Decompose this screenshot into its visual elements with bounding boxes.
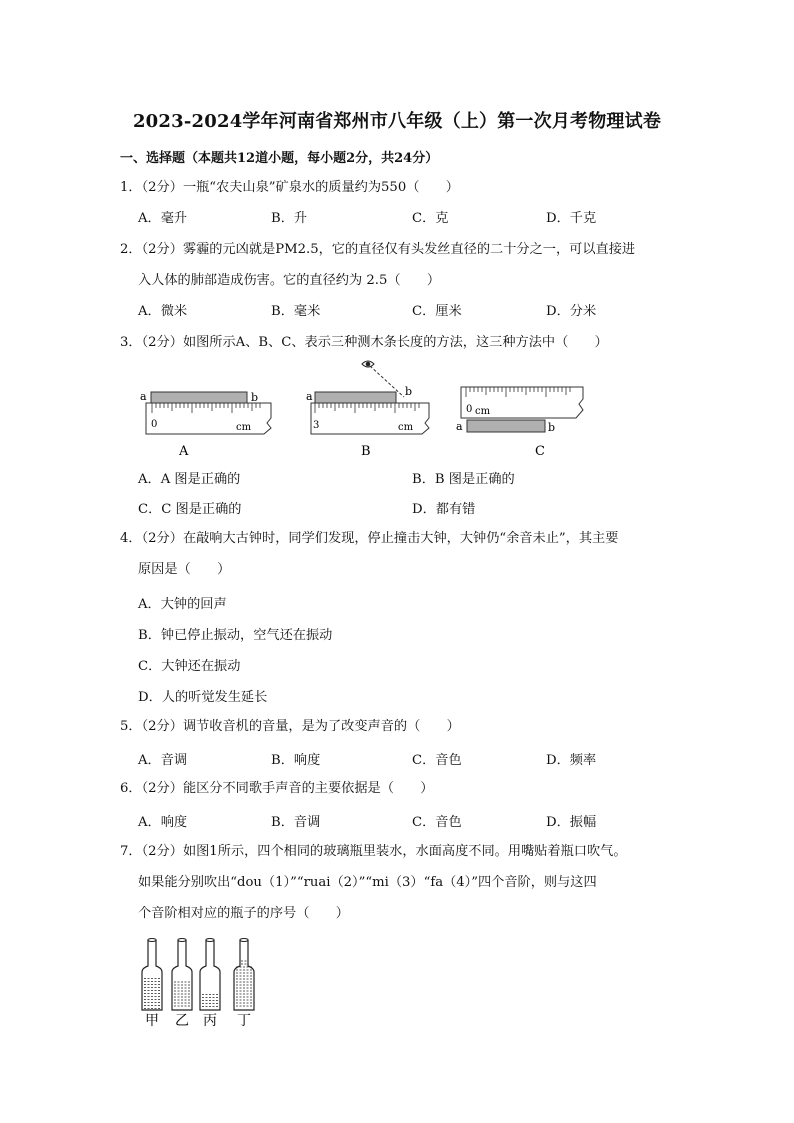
question-text-line2: 入人体的肺部造成伤害。它的直径约为 2.5（ ）	[138, 273, 441, 288]
exam-title: 2023-2024学年河南省郑州市八年级（上）第一次月考物理试卷	[132, 111, 662, 132]
option-d[interactable]: D．千克	[546, 211, 597, 226]
ruler-a	[140, 390, 271, 459]
zero-mark: 0	[151, 419, 158, 430]
question-text: 能区分不同歌手声音的主要依据是（ ）	[182, 781, 434, 796]
question-number: 5．	[120, 719, 142, 734]
wood-strip-a	[151, 392, 247, 403]
question-text: 如图所示A、B、C、表示三种测木条长度的方法，这三种方法中（ ）	[182, 335, 608, 350]
bottle	[200, 939, 220, 1030]
label-b: b	[548, 421, 556, 434]
unit-label: cm	[475, 406, 491, 417]
wood-strip-c	[467, 420, 545, 432]
question-text: 一瓶“农夫山泉”矿泉水的质量约为550（ ）	[182, 180, 459, 195]
ruler-c	[456, 387, 583, 459]
section-heading: 一、选择题（本题共12道小题，每小题2分，共24分）	[120, 151, 439, 166]
question-text-line3: 个音阶相对应的瓶子的序号（ ）	[138, 906, 349, 921]
question-number: 2．	[120, 242, 142, 257]
unit-label: cm	[236, 422, 252, 433]
question-5	[120, 711, 680, 742]
label-b: b	[251, 391, 259, 404]
question-number: 1．	[120, 180, 142, 195]
label-b: b	[405, 385, 413, 398]
option-d[interactable]: D．人的听觉发生延长	[138, 690, 268, 705]
question-number: 7．	[120, 844, 142, 859]
bottle-figure	[130, 930, 270, 1030]
option-b[interactable]: B．钟已停止振动，空气还在振动	[138, 628, 333, 643]
question-score: （2分）	[141, 180, 183, 195]
bottle	[234, 939, 254, 1030]
question-score: （2分）	[141, 242, 183, 257]
option-a[interactable]: A．音调	[138, 753, 188, 768]
option-b[interactable]: B．毫米	[271, 304, 321, 319]
caption-c: C	[535, 444, 545, 459]
question-number: 4．	[120, 531, 142, 546]
option-a[interactable]: A．大钟的回声	[138, 597, 227, 612]
option-c[interactable]: C．克	[412, 211, 449, 226]
option-b[interactable]: B．响度	[271, 753, 321, 768]
option-b[interactable]: B．B 图是正确的	[412, 472, 515, 487]
caption-a: A	[179, 444, 189, 459]
question-score: （2分）	[141, 531, 183, 546]
caption-b: B	[361, 444, 371, 459]
question-score: （2分）	[141, 844, 183, 859]
question-text: 调节收音机的音量，是为了改变声音的（ ）	[182, 719, 460, 734]
option-d[interactable]: D．振幅	[546, 815, 597, 830]
question-text-line1: 在敲响大古钟时，同学们发现，停止撞击大钟，大钟仍“余音未止”，其主要	[182, 531, 619, 546]
question-4	[120, 523, 680, 585]
question-6	[120, 773, 680, 804]
option-b[interactable]: B．升	[271, 211, 308, 226]
question-score: （2分）	[141, 781, 183, 796]
bottle-label: 乙	[175, 1013, 189, 1029]
option-b[interactable]: B．音调	[271, 815, 321, 830]
zero-mark: 3	[313, 420, 320, 431]
bottle-label: 甲	[145, 1013, 159, 1029]
label-a: a	[140, 390, 147, 403]
option-d[interactable]: D．都有错	[412, 502, 476, 517]
option-a[interactable]: A．响度	[138, 815, 188, 830]
question-number: 6．	[120, 781, 142, 796]
ruler-figure	[0, 0, 794, 470]
option-a[interactable]: A．微米	[138, 304, 188, 319]
bottle	[172, 939, 192, 1030]
option-c[interactable]: C．C 图是正确的	[138, 502, 242, 517]
bottle-label: 丙	[203, 1013, 217, 1029]
options-q6	[138, 811, 678, 831]
ruler-b	[306, 361, 429, 459]
unit-label: cm	[398, 422, 414, 433]
option-d[interactable]: D．分米	[546, 304, 597, 319]
zero-mark: 0	[466, 404, 473, 415]
wood-strip-b	[315, 392, 396, 403]
option-c[interactable]: C．音色	[412, 753, 462, 768]
option-c[interactable]: C．厘米	[412, 304, 462, 319]
options-q5	[138, 749, 678, 769]
option-c[interactable]: C．大钟还在振动	[138, 659, 241, 674]
option-a[interactable]: A．A 图是正确的	[138, 472, 241, 487]
label-a: a	[306, 390, 313, 403]
question-score: （2分）	[141, 335, 183, 350]
bottle-label: 丁	[237, 1013, 251, 1029]
question-score: （2分）	[141, 719, 183, 734]
question-text-line1: 雾霾的元凶就是PM2.5，它的直径仅有头发丝直径的二十分之一，可以直接进	[182, 242, 636, 257]
question-text-line2: 原因是（ ）	[138, 562, 231, 577]
question-number: 3．	[120, 335, 142, 350]
question-7	[120, 836, 680, 929]
bottle	[142, 939, 162, 1030]
option-d[interactable]: D．频率	[546, 753, 597, 768]
option-a[interactable]: A．毫升	[138, 211, 188, 226]
question-text-line1: 如图1所示，四个相同的玻璃瓶里装水，水面高度不同。用嘴贴着瓶口吹气。	[182, 844, 627, 859]
option-c[interactable]: C．音色	[412, 815, 462, 830]
question-text-line2: 如果能分别吹出“dou（1）”“ruai（2）”“mi（3）“fa（4）”四个音阶，则与这四	[138, 875, 597, 890]
label-a: a	[456, 420, 463, 433]
